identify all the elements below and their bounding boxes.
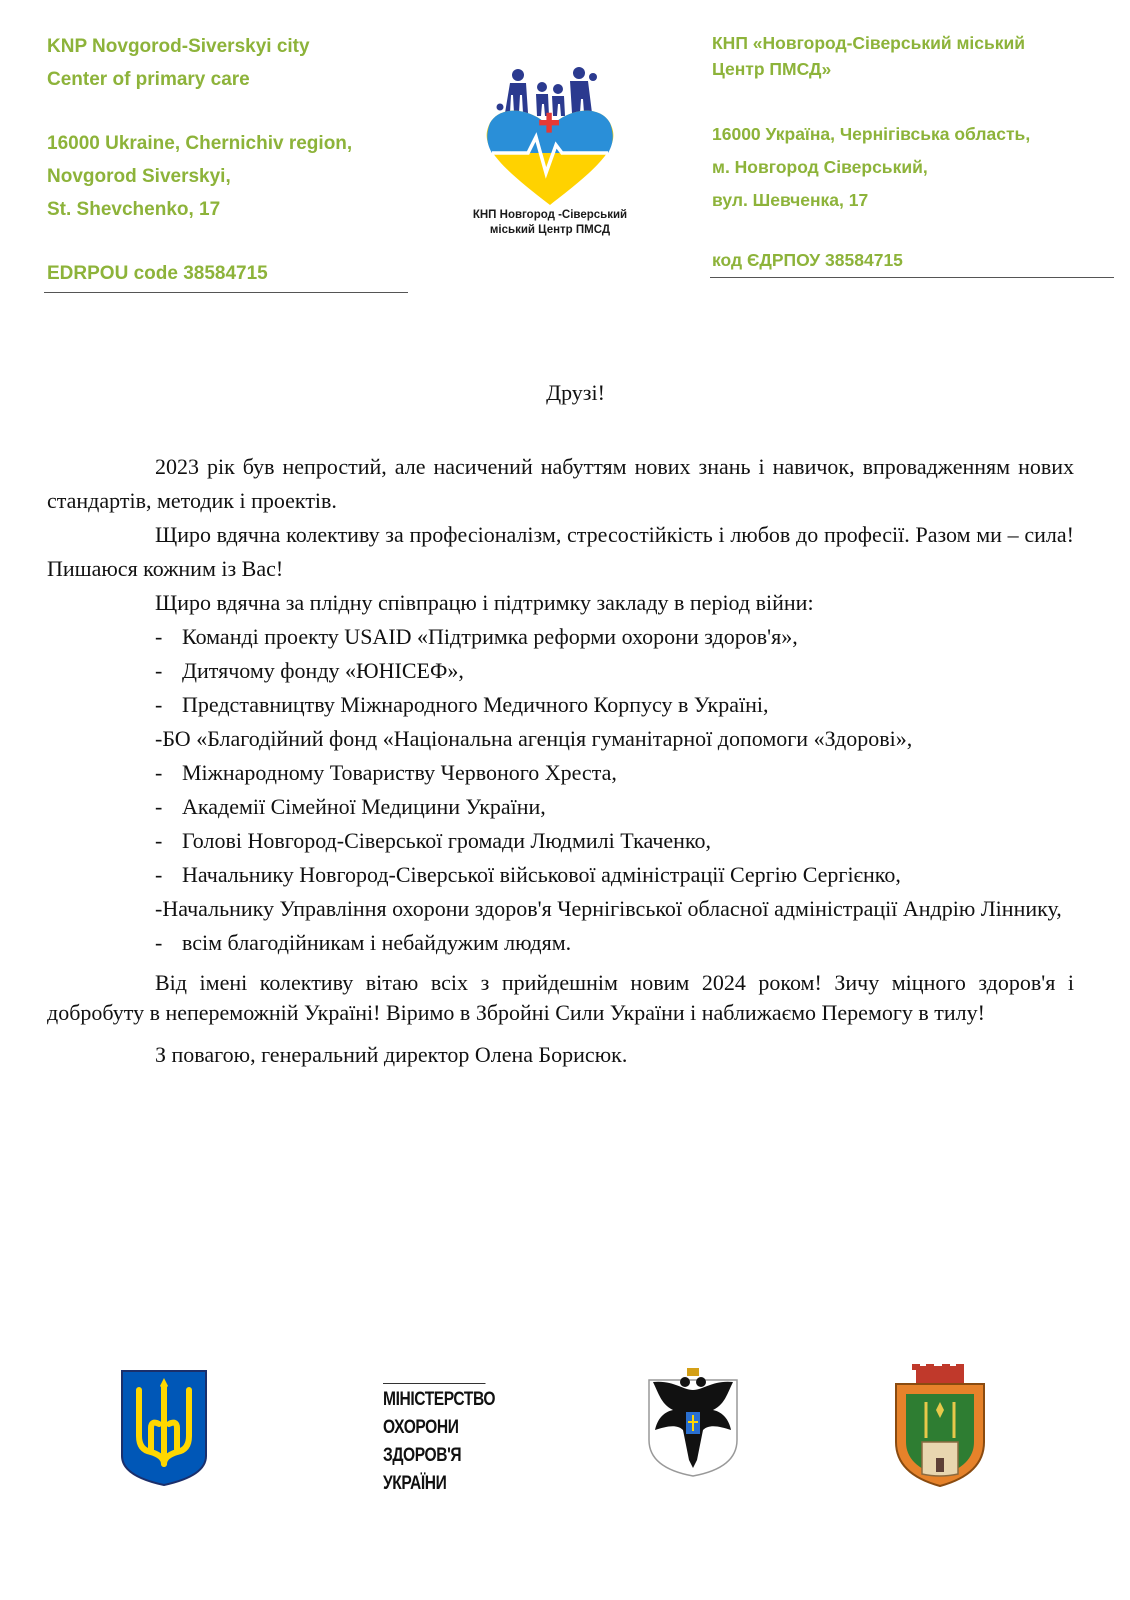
chernihiv-eagle-coat-of-arms-icon [643,1360,743,1480]
signature: З повагою, генеральний директор Олена Борисюк. [155,1042,628,1067]
org-name-en-2: Center of primary care [47,69,250,90]
list-item [47,824,1074,858]
letter-body [47,380,1074,1072]
paragraph-1: 2023 рік був непростий, але насичений набуттям нових знань і навичок, впровадженням нових стандартів, методик і проектів. [47,454,1074,513]
list-dash: - [155,658,163,683]
list-dash: - [155,930,163,955]
address-ua-1: 16000 Україна, Чернігівська область, [712,124,1031,144]
address-ua-3: вул. Шевченка, 17 [712,190,869,210]
logo-caption-line1: КНП Новгород -Сіверський [472,209,628,221]
ministry-line-3: ЗДОРОВ'Я [383,1445,462,1466]
header-right-rule [710,277,1114,278]
list-item [47,654,1074,688]
list-item-text: Голові Новгород-Сіверської громади Людмилі Ткаченко, [182,828,712,853]
paragraph-2: Щиро вдячна колективу за професіоналізм, стресостійкість і любов до професії. Разом ми – сила! Пишаюся кожним із Вас! [47,522,1074,581]
list-item-text: всім благодійникам і небайдужим людям. [182,930,572,955]
list-dash: - [155,896,163,921]
header-right [712,30,1092,273]
list-item [47,756,1074,790]
novhorod-siverskyi-coat-of-arms-icon [886,1362,994,1492]
org-name-ua-1: КНП «Новгород-Сіверський міський [712,33,1026,53]
org-name-en-1: KNP Novgorod-Siverskyi city [47,36,310,57]
list-item [47,620,1074,654]
list-item [47,688,1074,722]
greeting: Друзі! [546,380,605,405]
logo-caption [455,208,645,238]
logo-caption-line2: міський Центр ПМСД [489,224,611,236]
ministry-line-2: ОХОРОНИ [383,1417,459,1438]
paragraph-closing: Від імені колективу вітаю всіх з прийдешнім новим 2024 роком! Зичу міцного здоров'я і добробуту в непереможній Україні! Віримо в Збройні Сили України і наближаємо Перемогу в тилу! [47,970,1074,1025]
header-left [47,30,407,290]
list-item-text: Начальнику Управління охорони здоров'я Чернігівської обласної адміністрації Андрію Ліннику, [162,896,1062,921]
list-item [47,858,1074,892]
list-item [47,926,1074,960]
list-item [47,892,1074,926]
address-en-3: St. Shevchenko, 17 [47,199,221,220]
list-dash: - [155,760,163,785]
list-item-text: Представництву Міжнародного Медичного Корпусу в Україні, [182,692,769,717]
address-en-2: Novgorod Siverskyi, [47,166,231,187]
ministry-line-1: МІНІСТЕРСТВО [383,1389,496,1410]
ministry-of-health-logo [383,1383,496,1498]
address-en-1: 16000 Ukraine, Chernichiv region, [47,133,353,154]
list-item-text: Начальнику Новгород-Сіверської військової адміністрації Сергію Сергієнко, [182,862,901,887]
list-dash: - [155,794,163,819]
list-item-text: Дитячому фонду «ЮНІСЕФ», [182,658,464,683]
header-left-rule [44,292,408,293]
list-dash: - [155,726,163,751]
ministry-line-4: УКРАЇНИ [383,1473,447,1494]
list-item [47,790,1074,824]
list-item-text: Міжнародному Товариству Червоного Хреста, [182,760,617,785]
address-ua-2: м. Новгород Сіверський, [712,157,928,177]
paragraph-3: Щиро вдячна за плідну співпрацю і підтримку закладу в період війни: [155,590,814,615]
list-dash: - [155,624,163,649]
list-dash: - [155,862,163,887]
list-item-text: БО «Благодійний фонд «Національна агенція гуманітарної допомоги «Здорові», [162,726,913,751]
edrpou-code-ua: код ЄДРПОУ 38584715 [712,250,903,270]
list-item-text: Команді проекту USAID «Підтримка реформи охорони здоров'я», [182,624,798,649]
list-dash: - [155,828,163,853]
edrpou-code-en: EDRPOU code 38584715 [47,263,268,284]
ukraine-trident-icon [119,1368,209,1488]
list-item-text: Академії Сімейної Медицини України, [182,794,546,819]
list-dash: - [155,692,163,717]
org-name-ua-2: Центр ПМСД» [712,59,832,79]
list-item [47,722,1074,756]
